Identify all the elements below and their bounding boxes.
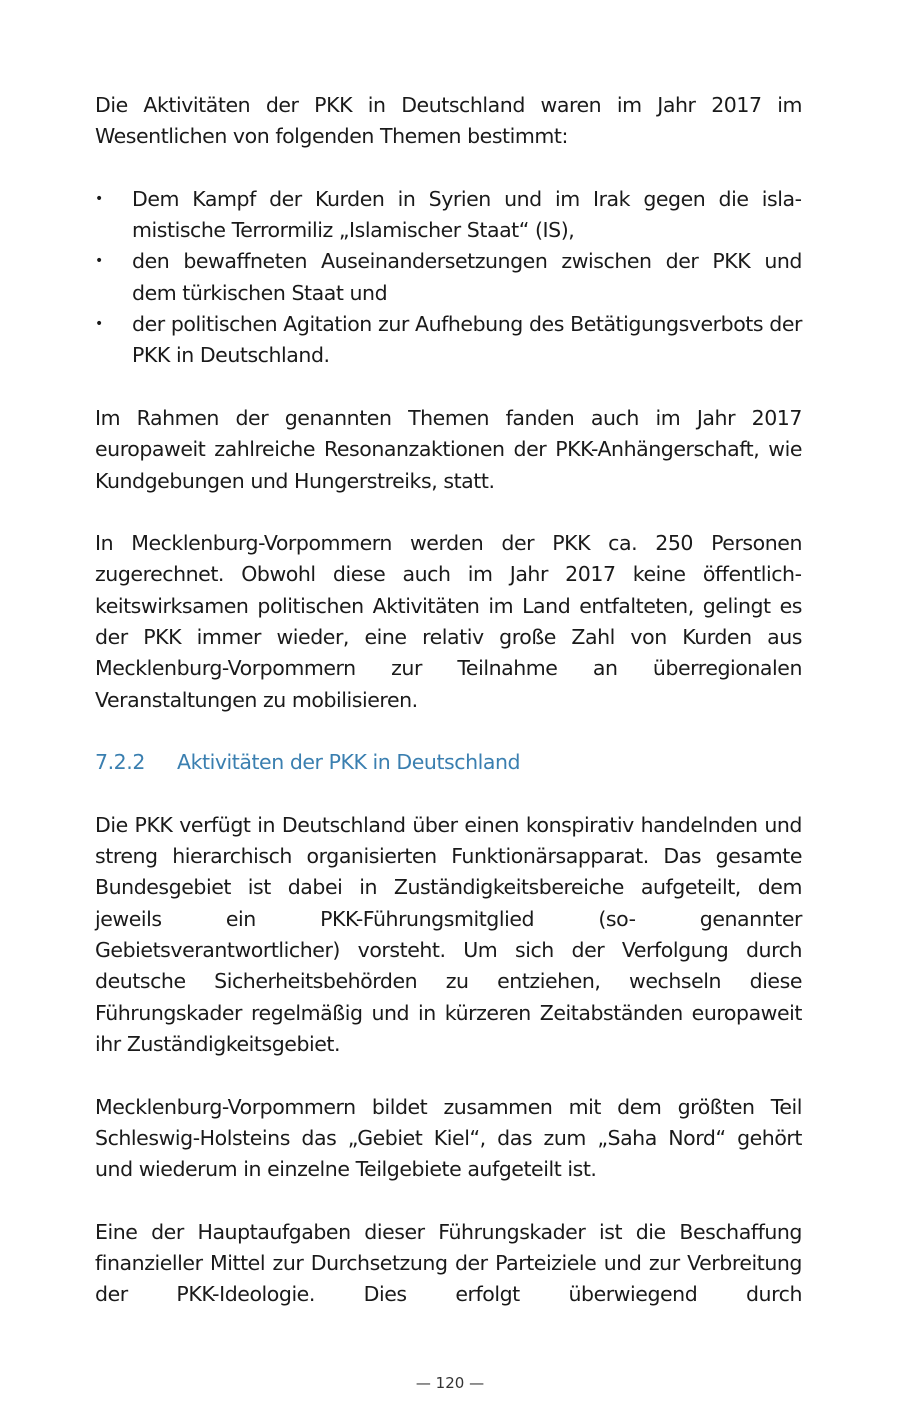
list-item (95, 184, 802, 247)
intro-paragraph: Die Aktivitäten der PKK in Deutschland waren im Jahr 2017 im Wesentlichen von folgenden Themen bestimmt: (95, 93, 802, 149)
list-item (95, 309, 802, 372)
bullet-icon: • (95, 316, 103, 333)
body-paragraph: Im Rahmen der genannten Themen fanden auch im Jahr 2017 europaweit zahlreiche Resonanzaktionen der PKK-Anhängerschaft, wie Kundgebungen und Hungerstreiks, statt. (95, 405, 802, 493)
spacer (95, 1185, 802, 1216)
body-paragraph: Die PKK verfügt in Deutschland über einen konspirativ handelnden und streng hierarchisch organisierten Funktionärsapparat. Das gesamte Bundesgebiet ist dabei in Zuständigkeitsbereiche aufgeteilt, dem jeweils ein PKK-Führungsmitglied (so- genannter Gebietsverantwortlicher) vorsteht. Um sich der Verfolgung durch deutsche Sicherheitsbehörden zu entziehen, wechseln diese Führungskader regelmäßig und in kürzeren Zeitabständen europaweit ihr Zuständigkeitsgebiet. (95, 812, 802, 1056)
topic-list (95, 184, 802, 372)
section-title: Aktivitäten der PKK in Deutschland (177, 750, 521, 775)
page-body (95, 90, 802, 1311)
list-item-text: den bewaffneten Auseinandersetzungen zwischen der PKK und dem türkischen Staat und (132, 249, 802, 305)
spacer (95, 372, 802, 403)
spacer (95, 497, 802, 528)
spacer (95, 779, 802, 810)
section-heading (95, 747, 802, 778)
section-number: 7.2.2 (95, 750, 145, 775)
spacer (95, 153, 802, 184)
bullet-icon: • (95, 190, 103, 207)
body-paragraph: Eine der Hauptaufgaben dieser Führungskader ist die Beschaffung finanzieller Mittel zur Durchsetzung der Parteiziele und zur Verbreitung der PKK-Ideologie. Dies erfolgt überwiegend durch (95, 1219, 802, 1307)
spacer (95, 716, 802, 747)
list-item (95, 246, 802, 309)
page-number: — 120 — (415, 1374, 485, 1392)
bullet-icon: • (95, 253, 103, 270)
body-paragraph: Mecklenburg-Vorpommern bildet zusammen mit dem größten Teil Schleswig-Holsteins das „Gebiet Kiel“, das zum „Saha Nord“ gehört und wiederum in einzelne Teilgebiete aufgeteilt ist. (95, 1094, 802, 1182)
spacer (95, 1060, 802, 1091)
list-item-text: der politischen Agitation zur Aufhebung des Betätigungsverbots der PKK in Deutschland. (132, 312, 802, 368)
list-item-text: Dem Kampf der Kurden in Syrien und im Irak gegen die islamistische Terrormiliz „Islamischer Staat“ (IS), (132, 186, 802, 243)
body-paragraph: In Mecklenburg-Vorpommern werden der PKK ca. 250 Personen zugerechnet. Obwohl diese auch im Jahr 2017 keine öffentlichkeitswirksamen politischen Aktivitäten im Land entfalteten, gelingt es der PKK immer wieder, eine relativ große Zahl von Kurden aus Mecklenburg-Vorpommern zur Teilnahme an überregionalen Veranstaltungen zu mobilisieren. (95, 531, 802, 712)
